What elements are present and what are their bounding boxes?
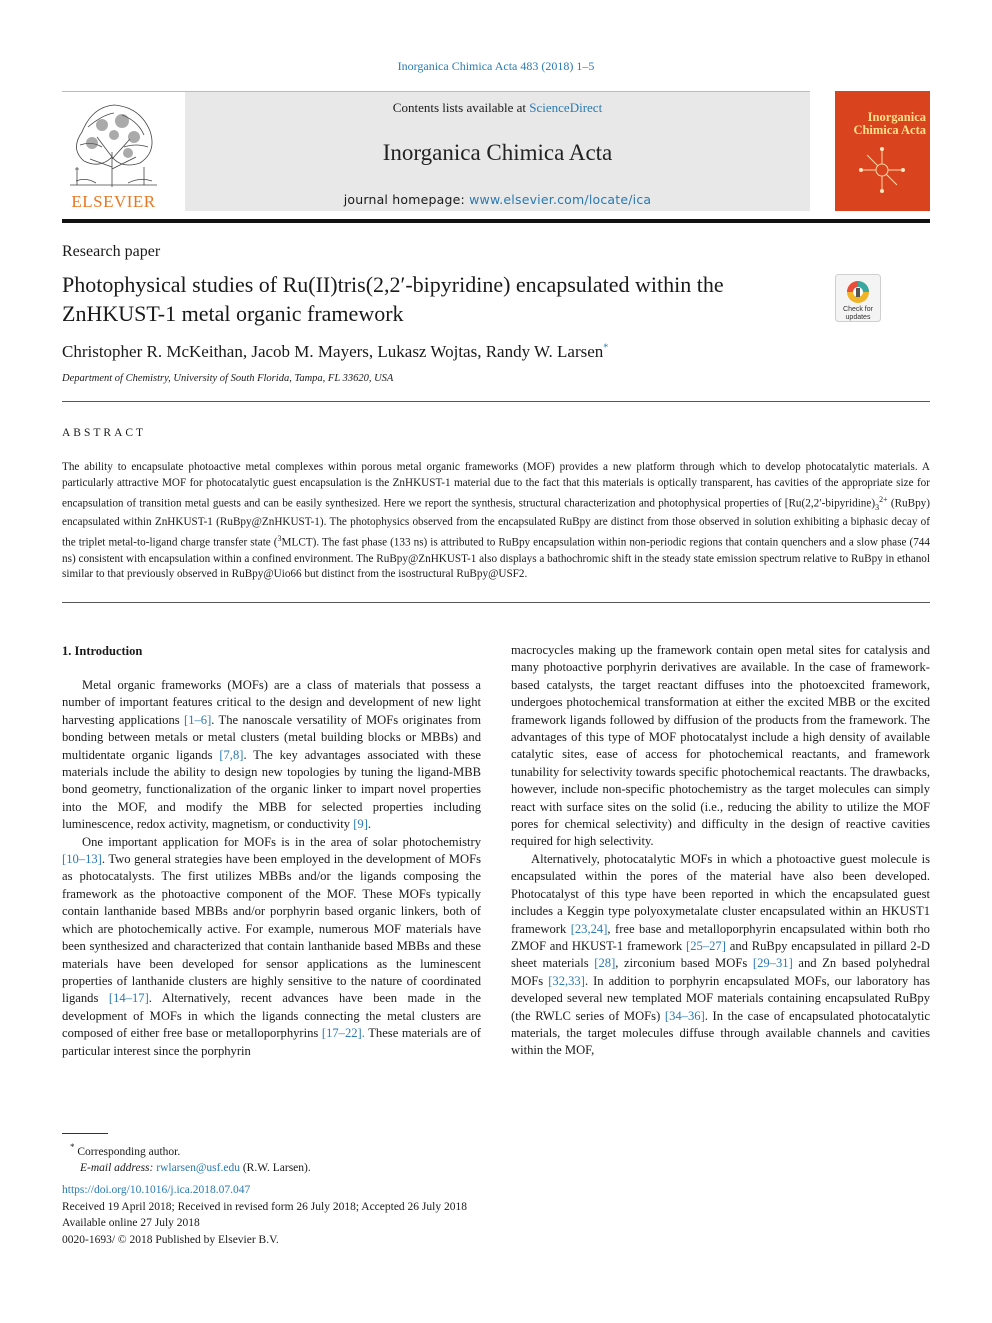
- header-bottom-rule: [62, 219, 930, 223]
- text-run: . In addition to porphyrin encapsulated MOFs, our laboratory has developed several new templated MOF materials containing encapsulated RuBpy (the RWLC series of MOFs): [511, 973, 930, 1023]
- text-run: , zirconium based MOFs: [615, 956, 753, 971]
- divider-rule: [62, 602, 930, 603]
- divider-rule: [62, 401, 930, 402]
- abstract-superscript: 2+: [879, 494, 888, 504]
- journal-reference[interactable]: Inorganica Chimica Acta 483 (2018) 1–5: [397, 59, 595, 73]
- corresponding-author-note: [62, 1139, 311, 1160]
- text-run: .: [367, 817, 372, 832]
- abstract-part: The ability to encapsulate photoactive metal complexes within porous metal organic frameworks (MOF) provides a new platform through which to develop photocatalytic materials. A particularly attractive MOF for photocatalytic guest encapsulation is the ZnHKUST-1 material due to the fact that this materials is optically transparent, has cavities of the appropriate size for encapsulation of transition metal guests and can be easily synthesized. Here we report the synthesis, structural characterization and photophysical properties of [Ru(2,2′-bipyridine): [62, 461, 930, 510]
- elsevier-wordmark: ELSEVIER: [71, 192, 156, 211]
- paragraph: [511, 851, 930, 1060]
- journal-cover-thumbnail[interactable]: [835, 91, 930, 211]
- citation-link[interactable]: [32,33]: [548, 973, 585, 988]
- footnote-text: Corresponding author.: [74, 1145, 181, 1158]
- citation-link[interactable]: [34–36]: [664, 1008, 705, 1023]
- citation-link[interactable]: [9]: [353, 817, 368, 832]
- text-run: These materials are of particular interest since the porphyrin: [62, 1026, 481, 1058]
- received-dates: Received 19 April 2018; Received in revised form 26 July 2018; Accepted 26 July 2018: [62, 1200, 467, 1213]
- abstract-part: (RuBpy) encapsulated within ZnHKUST-1 (RuBpy@ZnHKUST-1). The photophysics observed from the encapsulated RuBpy are distinct from those observed in solution exhibiting a biphasic decay of the triplet metal-to-ligand charge transfer state (: [62, 497, 930, 549]
- abstract-subscript: 3: [875, 502, 880, 512]
- journal-title: Inorganica Chimica Acta: [382, 140, 613, 165]
- copyright-line: 0020-1693/ © 2018 Published by Elsevier B.V.: [62, 1233, 279, 1246]
- publication-info: [62, 1182, 467, 1248]
- text-run: macrocycles making up the framework contain open metal sites for catalysis and many photoactive porphyrin derivatives are available. In the case of framework-based catalysts, the target reactant diffuses into the photoexcited framework, undergoes photochemical transformation at either the excited MBB or the excited framework ligands followed by diffusion of the products from the framework. The advantages of this type of MOF photocatalyst include a high density of available catalytic sites, ease of access for photochemical reactants, and framework tunability for selectivity towards specific photochemical reactants. The drawbacks, however, include non-specific photochemistry as the target molecules can simply react with surface sites on the solid (i.e., reducing the ability to utilize the MOF pores for chemical selectivity) and difficulty in the design of reactive cavities required for high selectivity.: [511, 643, 930, 849]
- citation-link[interactable]: [23,24]: [570, 921, 608, 936]
- text-run: . Alternatively, recent advances have been made in the development of MOFs in which the ligands connecting the metal clusters are composed of either free base or metalloporphyrins: [62, 991, 481, 1041]
- journal-homepage-line: [185, 192, 810, 207]
- citation-link[interactable]: [14–17]: [108, 991, 149, 1006]
- email-note: [62, 1160, 311, 1177]
- citation-link[interactable]: [25–27]: [686, 938, 726, 953]
- citation-link[interactable]: [10–13]: [62, 852, 102, 867]
- footnote-mark: *: [70, 1142, 75, 1152]
- email-label: E-mail address:: [80, 1162, 157, 1175]
- contents-prefix: Contents lists available at: [392, 100, 530, 115]
- text-run: One important application for MOFs is in the area of solar photochemistry: [82, 834, 481, 849]
- email-link[interactable]: rwlarsen@usf.edu: [156, 1162, 240, 1175]
- citation-link[interactable]: [29–31]: [752, 956, 793, 971]
- text-run: Metal organic frameworks (MOFs) are a class of materials that possess a number of important features critical to the design and development of new light harvesting applications: [62, 678, 481, 727]
- author-list: [62, 342, 608, 362]
- cover-title: Inorganica Chimica Acta: [853, 110, 926, 137]
- check-for-updates-badge[interactable]: [835, 274, 881, 322]
- footnote: [62, 1139, 311, 1177]
- cover-molecule-icon: [855, 143, 910, 198]
- citation-link[interactable]: [17–22].: [321, 1026, 365, 1041]
- doi-link[interactable]: https://doi.org/10.1016/j.ica.2018.07.047: [62, 1184, 251, 1196]
- body-column-left: [62, 677, 481, 1060]
- introduction-heading: 1. Introduction: [62, 644, 143, 658]
- paragraph: [62, 834, 481, 1060]
- abstract-text: [62, 460, 930, 583]
- text-run: . Two general strategies have been employed in the development of MOFs as photocatalysts. The first utilizes MBBs and/or the ligands composing the framework as the photoactive component of the MOF. These MOFs typically contain lanthanide based MBBs and/or porphyrin based organic linkers, both of which are photochemically active. For example, numerous MOF materials have been synthesized and characterized that contain lanthanide based MBBs and these materials have been developed for sensor applications as the luminescent properties of lanthanide clusters are highly sensitive to the nature of coordinated ligands: [62, 852, 481, 1006]
- homepage-prefix: journal homepage:: [343, 192, 470, 207]
- abstract-heading: ABSTRACT: [62, 427, 147, 439]
- text-run: and Zn based polyhedral MOFs: [511, 956, 930, 988]
- affiliation: Department of Chemistry, University of South Florida, Tampa, FL 33620, USA: [62, 373, 394, 384]
- corresponding-author-mark[interactable]: *: [603, 342, 609, 354]
- email-owner: (R.W. Larsen).: [239, 1162, 311, 1175]
- crossmark-label: Check for updates: [843, 306, 873, 321]
- text-run: , free base and metalloporphyrin encapsulated within both rho ZMOF and HKUST-1 framework: [511, 921, 930, 953]
- paragraph: [62, 677, 481, 834]
- paper-title: Photophysical studies of Ru(II)tris(2,2′-bipyridine) encapsulated within the ZnHKUST-1 metal organic framework: [62, 272, 724, 326]
- paragraph: [511, 642, 930, 851]
- abstract-part: MLCT). The fast phase (133 ns) is attributed to RuBpy encapsulation within non-periodic regions that contain quenchers and a slow phase (744 ns) consistent with encapsulation within a confined environment. The RuBpy@ZnHKUST-1 also displays a bathochromic shift in the steady state emission spectrum relative to RuBpy in ethanol similar to that previously observed in RuBpy@Uio66 but distinct from the isostructural RuBpy@USF2.: [62, 536, 930, 581]
- citation-link[interactable]: [28]: [594, 956, 616, 971]
- text-run: . The nanoscale versatility of MOFs originates from bonding between metals or metal clusters (metal building blocks or MBBs) and multidentate organic ligands: [62, 712, 481, 762]
- homepage-link[interactable]: www.elsevier.com/locate/ica: [469, 192, 652, 207]
- text-run: . The key advantages associated with these materials include the ability to design new topologies by tuning the ligand-MBB bond geometry, functionalization of the organic linker to impart novel properties into the MOF, and modify the MBB for selected properties including luminescence, redox activity, magnetism, or conductivity: [62, 747, 481, 832]
- sciencedirect-link[interactable]: ScienceDirect: [529, 100, 603, 115]
- article-type: Research paper: [62, 243, 161, 260]
- citation-link[interactable]: [7,8]: [219, 747, 244, 762]
- abstract-superscript: 3: [277, 534, 282, 544]
- citation-link[interactable]: [1–6]: [184, 712, 212, 727]
- body-column-right: [511, 642, 930, 1060]
- authors-text: Christopher R. McKeithan, Jacob M. Mayers, Lukasz Wojtas, Randy W. Larsen: [62, 342, 604, 361]
- text-run: . In the case of encapsulated photocatalytic materials, the target molecules diffuse through available channels and cavities within the MOF,: [511, 1008, 931, 1058]
- text-run: Alternatively, photocatalytic MOFs in which a photoactive guest molecule is encapsulated within the pores of the material have also been developed. Photocatalyst of this type have been reported in which the encapsulated guest includes a Keggin type polyoxymetalate cluster encapsulated within an HKUST1 framework: [511, 851, 930, 936]
- footnote-rule: [62, 1133, 108, 1134]
- contents-line: [185, 100, 810, 116]
- available-online: Available online 27 July 2018: [62, 1217, 200, 1229]
- text-run: and RuBpy encapsulated in pillard 2-D sheet materials: [511, 938, 931, 971]
